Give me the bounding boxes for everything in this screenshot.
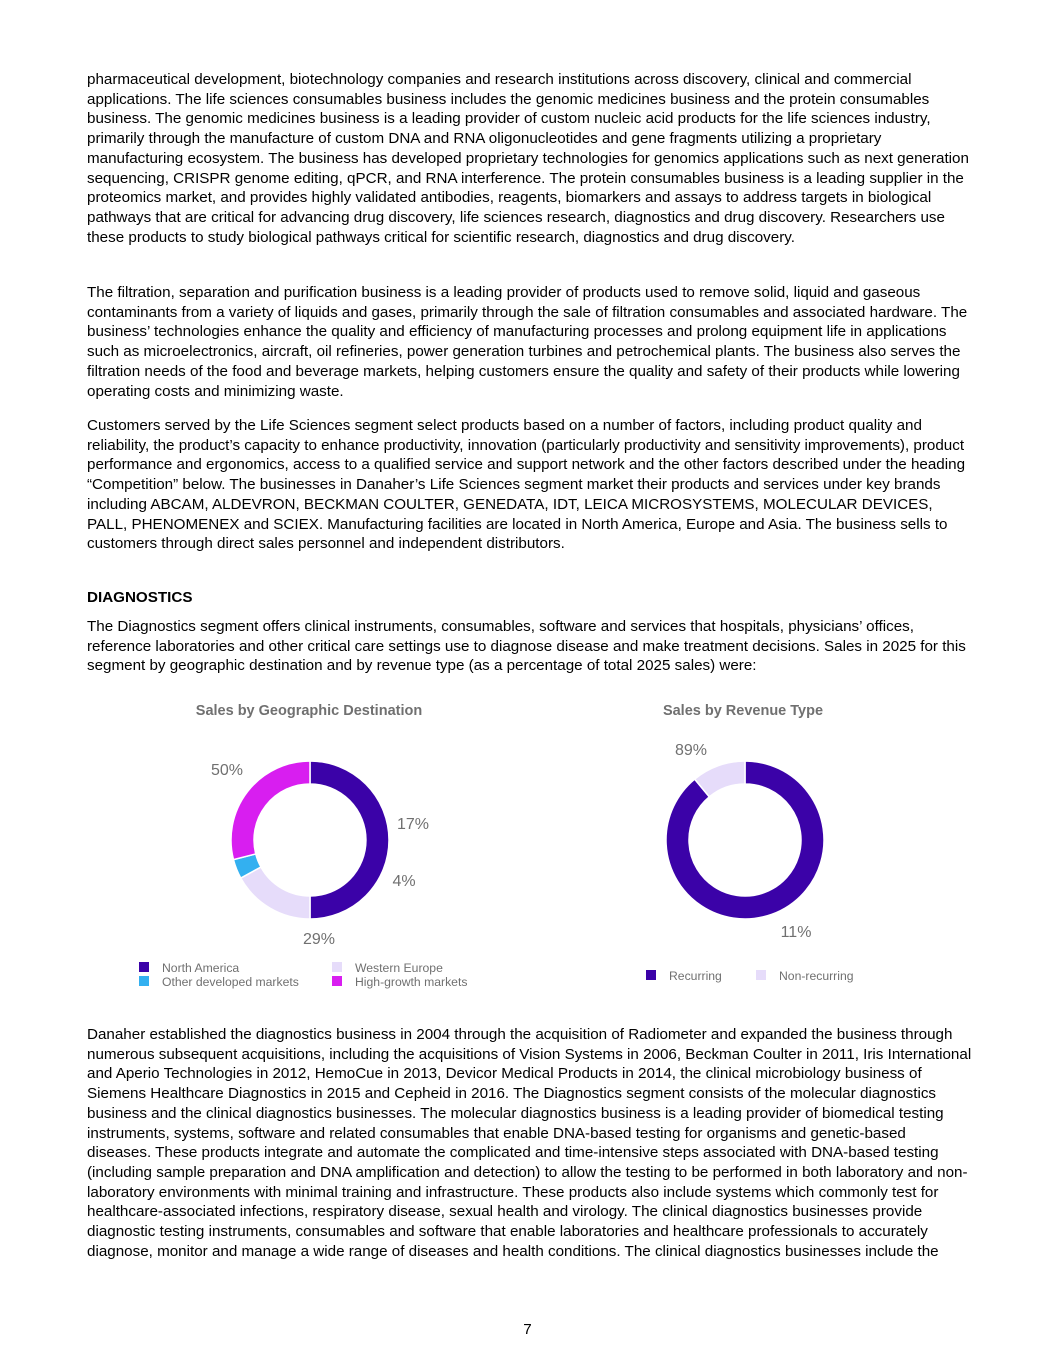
data-label-other-developed: 4% bbox=[392, 873, 416, 890]
legend-geographic bbox=[139, 961, 467, 989]
legend-label-non-recurring: Non-recurring bbox=[779, 969, 854, 983]
chart-revenue-type bbox=[646, 703, 854, 983]
data-label-recurring: 89% bbox=[674, 742, 708, 759]
chart-title-geographic: Sales by Geographic Destination bbox=[195, 703, 423, 719]
page-number: 7 bbox=[523, 1321, 532, 1338]
donut-revenue-type bbox=[666, 761, 824, 919]
legend-marker-western-europe bbox=[332, 962, 342, 972]
chart-geographic-destination bbox=[139, 703, 467, 989]
data-label-high-growth: 29% bbox=[302, 931, 336, 948]
paragraph-life-sciences-customers: Customers served by the Life Sciences segment select products based on a number of factors, including product quality and reliability, the product’s capacity to enhance productivity, innovation (particularly productivity and sensitivity improvements), product performance and ergonomics, access to a qualified service and support network and the other factors described under the heading “Competition” below. The businesses in Danaher’s Life Sciences segment market their products and services under key brands including ABCAM, ALDEVRON, BECKMAN COULTER, GENEDATA, IDT, LEICA MICROSYSTEMS, MOLECULAR DEVICES, PALL, PHENOMENEX and SCIEX. Manufacturing facilities are located in North America, Europe and Asia. The business sells to customers through direct sales personnel and independent distributors. bbox=[87, 417, 966, 553]
legend-label-high-growth: High-growth markets bbox=[355, 975, 468, 989]
legend-label-western-europe: Western Europe bbox=[355, 961, 443, 975]
donut-slice-western-europe bbox=[241, 867, 310, 919]
data-label-non-recurring: 11% bbox=[780, 924, 812, 941]
data-label-western-europe: 17% bbox=[396, 816, 430, 833]
paragraph-diagnostics-intro: The Diagnostics segment offers clinical instruments, consumables, software and services that hospitals, physicians’ offices, reference laboratories and other critical care settings use to diagnose disease and make treatment decisions. Sales in 2025 for this segment by geographic destination and by revenue type (as a percentage of total 2025 sales) were: bbox=[87, 618, 966, 675]
legend-revenue-type bbox=[646, 969, 854, 983]
legend-marker-other-developed bbox=[139, 976, 149, 986]
donut-geographic bbox=[231, 761, 389, 919]
legend-marker-north-america bbox=[139, 962, 149, 972]
legend-label-other-developed: Other developed markets bbox=[162, 975, 299, 989]
legend-marker-recurring bbox=[646, 970, 656, 980]
donut-slice-north-america bbox=[310, 761, 389, 919]
legend-label-north-america: North America bbox=[162, 961, 240, 975]
paragraph-diagnostics-history: Danaher established the diagnostics business in 2004 through the acquisition of Radiometer and expanded the business through numerous subsequent acquisitions, including the acquisitions of Vision Systems in 2006, Beckman Coulter in 2011, Iris International and Aperio Technologies in 2012, HemoCue in 2013, Devicor Medical Products in 2014, the clinical microbiology business of Siemens Healthcare Diagnostics in 2015 and Cepheid in 2016. The Diagnostics segment consists of the molecular diagnostics business and the clinical diagnostics businesses. The molecular diagnostics business is a leading provider of biomedical testing instruments, systems, software and related consumables that enable DNA-based testing for organisms and genetic-based diseases. These products integrate and automate the complicated and time-intensive steps associated with DNA-based testing (including sample preparation and DNA amplification and detection) to allow the testing to be performed in both laboratory and non-laboratory environments with minimal training and infrastructure. These products also include systems which commonly test for healthcare-associated infections, respiratory disease, sexual health and virology. The clinical diagnostics businesses provide diagnostic testing instruments, consumables and software that enable laboratories and healthcare professionals to accurately diagnose, monitor and manage a wide range of diseases and health conditions. The clinical diagnostics businesses include the bbox=[87, 1026, 972, 1260]
legend-label-recurring: Recurring bbox=[669, 969, 722, 983]
legend-marker-high-growth bbox=[332, 976, 342, 986]
paragraph-life-sciences-consumables: pharmaceutical development, biotechnology companies and research institutions across discovery, clinical and commercial applications. The life sciences consumables business includes the genomic medicines business and the protein consumables business. The genomic medicines business is a leading provider of custom nucleic acid products for the life sciences industry, primarily through the manufacture of custom DNA and RNA oligonucleotides and gene fragments utilizing a proprietary manufacturing ecosystem. The business has developed proprietary technologies for genomics applications such as next generation sequencing, CRISPR genome editing, qPCR, and RNA interference. The protein consumables business is a leading supplier in the proteomics market, and provides highly validated antibodies, reagents, biomarkers and assays to address targets in biological pathways that are critical for advancing drug discovery, life sciences research, diagnostics and drug discovery. Researchers use these products to study biological pathways critical for scientific research, diagnostics and drug discovery. bbox=[87, 71, 969, 246]
data-label-north-america: 50% bbox=[210, 762, 244, 779]
section-heading-diagnostics: DIAGNOSTICS bbox=[87, 589, 193, 606]
chart-title-revenue-type: Sales by Revenue Type bbox=[662, 703, 824, 719]
paragraph-filtration: The filtration, separation and purification business is a leading provider of products used to remove solid, liquid and gaseous contaminants from a variety of liquids and gases, primarily through the sale of filtration consumables and associated hardware. The business’ technologies enhance the quality and efficiency of manufacturing processes and prolong equipment life in applications such as microelectronics, aircraft, oil refineries, power generation turbines and petrochemical plants. The business also serves the filtration needs of the food and beverage markets, helping customers ensure the quality and safety of their products while lowering operating costs and minimizing waste. bbox=[87, 284, 968, 400]
legend-marker-non-recurring bbox=[756, 970, 766, 980]
